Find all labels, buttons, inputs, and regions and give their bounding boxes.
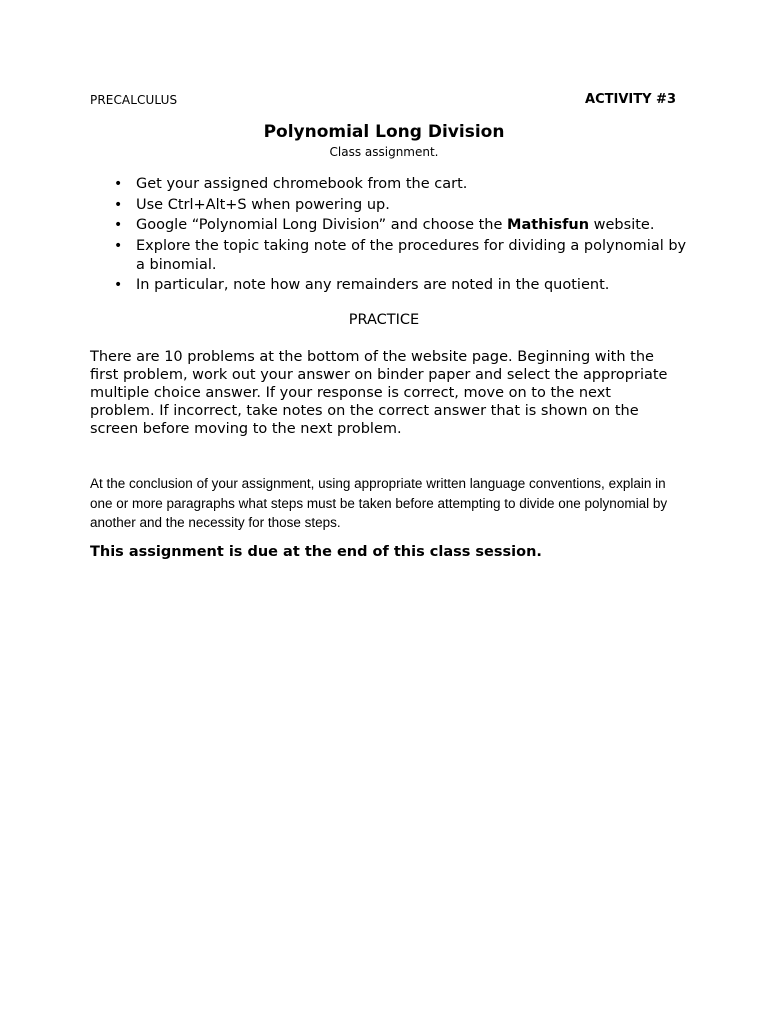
instruction-list (90, 175, 690, 297)
website-name: Mathisfun (507, 217, 590, 233)
list-item-text-post: website. (589, 217, 655, 233)
conclusion-paragraph: At the conclusion of your assignment, using appropriate written language conventions, explain in one or more paragraphs what steps must be taken before attempting to divide one polynomial by another and the necessity for those steps. (90, 476, 668, 530)
list-item-text-pre: Google “Polynomial Long Division” and choose the (136, 217, 508, 233)
list-item-text: Use Ctrl+Alt+S when powering up. (136, 196, 390, 213)
list-item (90, 276, 690, 295)
course-name: PRECALCULUS (90, 93, 178, 107)
list-item-text: In particular, note how any remainders are noted in the quotient. (136, 277, 610, 293)
bullet-icon: • (114, 217, 123, 233)
document-title: Polynomial Long Division (263, 122, 505, 142)
list-item (90, 196, 690, 215)
bullet-icon: • (114, 237, 123, 254)
list-item-text: Explore the topic taking note of the procedures for dividing a polynomial by a binomial. (136, 237, 687, 273)
practice-paragraph: There are 10 problems at the bottom of the website page. Beginning with the first problem, work out your answer on binder paper and select the appropriate multiple choice answer. If your response is correct, move on to the next problem. If incorrect, take notes on the correct answer that is shown on the screen before moving to the next problem. (90, 349, 668, 437)
activity-number: ACTIVITY #3 (585, 92, 676, 107)
list-item (90, 237, 690, 275)
bullet-icon: • (114, 277, 123, 293)
bullet-icon: • (114, 196, 123, 213)
document-subtitle: Class assignment. (329, 145, 439, 159)
bullet-icon: • (114, 176, 123, 192)
practice-heading: PRACTICE (348, 312, 420, 328)
due-statement: This assignment is due at the end of this class session. (90, 544, 542, 560)
list-item-text: Get your assigned chromebook from the cart. (136, 176, 468, 192)
list-item (90, 216, 690, 235)
list-item (90, 175, 690, 194)
